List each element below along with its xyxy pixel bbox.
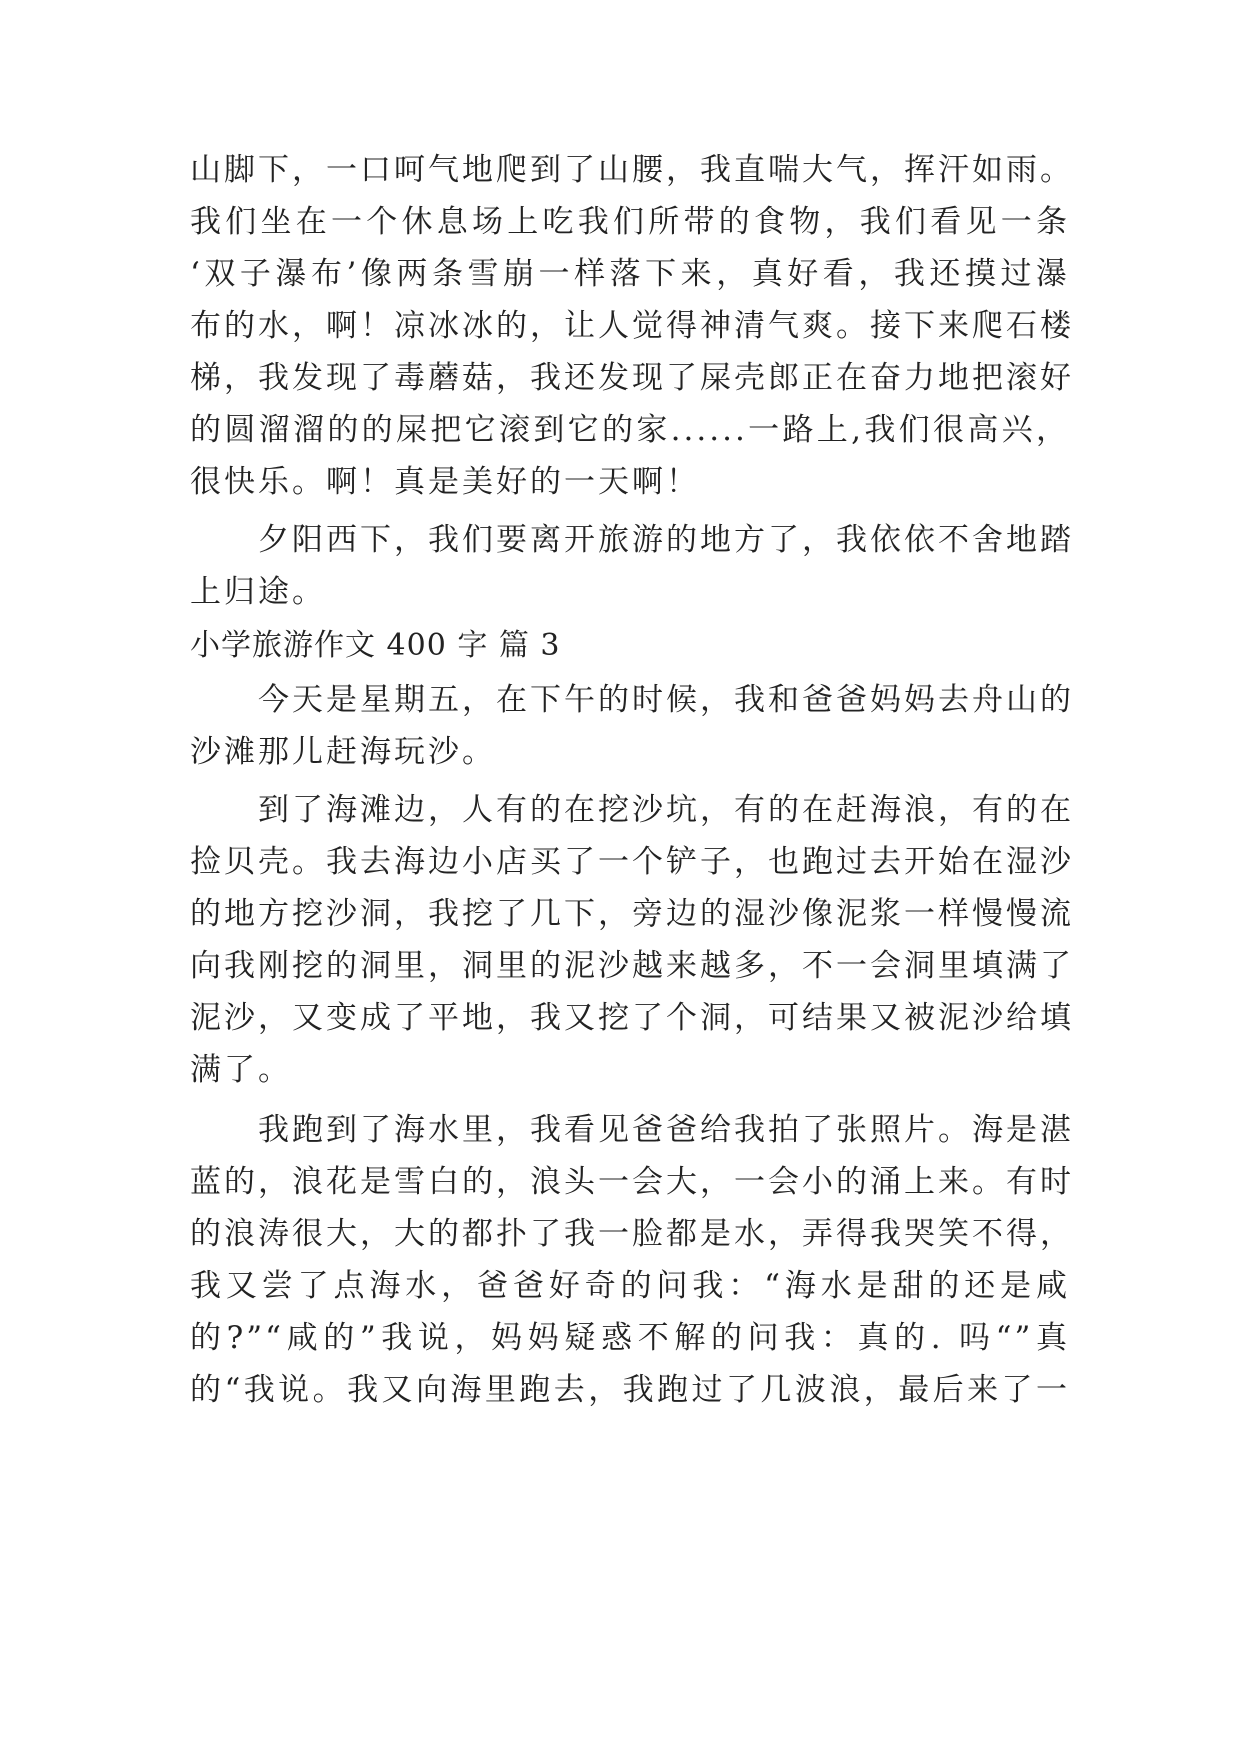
text-line: ‘双子瀑布’像两条雪崩一样落下来，真好看，我还摸过瀑: [190, 256, 1070, 292]
text-line: 很快乐。啊！真是美好的一天啊！: [190, 464, 700, 500]
text-line: 到了海滩边，人有的在挖沙坑，有的在赶海浪，有的在: [190, 792, 1074, 828]
text-line: 我又尝了点海水，爸爸好奇的问我：“海水是甜的还是咸: [190, 1268, 1070, 1304]
text-line: 的地方挖沙洞，我挖了几下，旁边的湿沙像泥浆一样慢慢流: [190, 896, 1074, 932]
text-line: 泥沙，又变成了平地，我又挖了个洞，可结果又被泥沙给填: [190, 1000, 1074, 1036]
text-line: 沙滩那儿赶海玩沙。: [190, 734, 496, 770]
text-line: 我们坐在一个休息场上吃我们所带的食物，我们看见一条: [190, 204, 1070, 240]
text-line: 满了。: [190, 1052, 292, 1088]
text-line: 今天是星期五，在下午的时候，我和爸爸妈妈去舟山的: [190, 682, 1074, 718]
text-line: 的“我说。我又向海里跑去，我跑过了几波浪，最后来了一: [190, 1372, 1070, 1408]
text-line: 的圆溜溜的的屎把它滚到它的家......一路上,我们很高兴，: [190, 412, 1070, 448]
text-line: 的?”“咸的”我说，妈妈疑惑不解的问我：真的. 吗“”真: [190, 1320, 1070, 1356]
text-line: 捡贝壳。我去海边小店买了一个铲子，也跑过去开始在湿沙: [190, 844, 1074, 880]
text-line: 向我刚挖的洞里，洞里的泥沙越来越多，不一会洞里填满了: [190, 948, 1074, 984]
text-line: 的浪涛很大，大的都扑了我一脸都是水，弄得我哭笑不得，: [190, 1216, 1074, 1252]
text-line: 我跑到了海水里，我看见爸爸给我拍了张照片。海是湛: [190, 1112, 1074, 1148]
text-line: 梯，我发现了毒蘑菇，我还发现了屎壳郎正在奋力地把滚好: [190, 360, 1074, 396]
section-title: 小学旅游作文 400 字 篇 3: [190, 628, 561, 663]
text-line: 蓝的，浪花是雪白的，浪头一会大，一会小的涌上来。有时: [190, 1164, 1074, 1200]
text-line: 山脚下，一口呵气地爬到了山腰，我直喘大气，挥汗如雨。: [190, 152, 1074, 188]
text-line: 上归途。: [190, 574, 326, 610]
text-line: 布的水，啊！凉冰冰的，让人觉得神清气爽。接下来爬石楼: [190, 308, 1074, 344]
text-line: 夕阳西下，我们要离开旅游的地方了，我依依不舍地踏: [190, 522, 1074, 558]
